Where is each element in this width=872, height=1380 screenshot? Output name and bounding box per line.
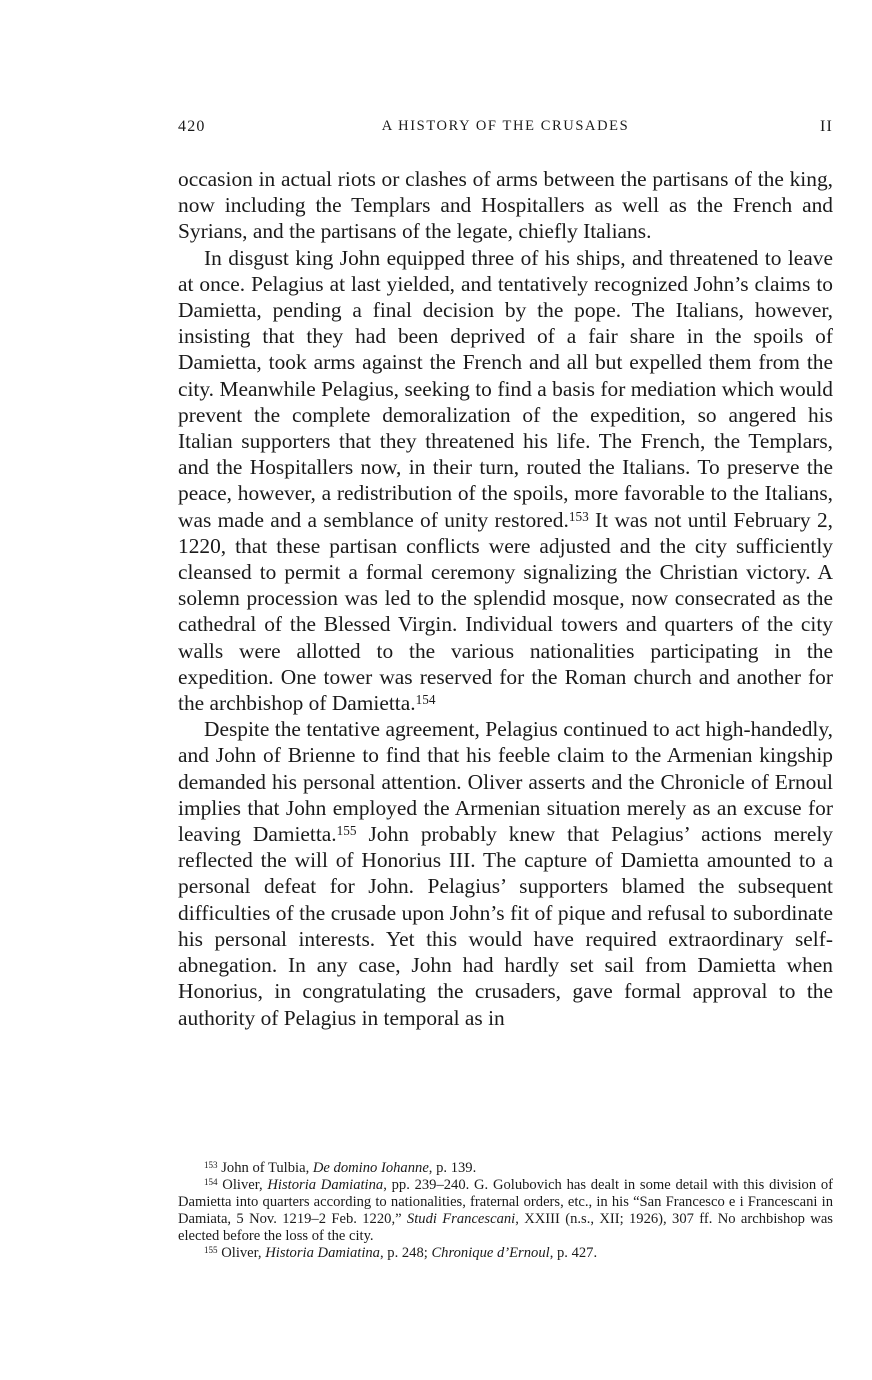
footnote-ref-155[interactable]: 155 [336,823,357,839]
footnote-153 [178,1160,833,1177]
paragraph-3 [178,716,833,1030]
footnote-154 [178,1177,833,1245]
footnote-155-text-b: , p. 248; [379,1245,432,1261]
footnote-153-text-b: , p. 139. [428,1160,477,1176]
footnote-number-154: 154 [204,1176,218,1187]
footnote-155-title-1: Historia Damiatina [265,1245,380,1261]
running-head [178,118,833,142]
footnote-ref-153[interactable]: 153 [568,508,589,524]
footnote-153-text-a: John of Tulbia, [217,1160,313,1176]
footnote-155-text-c: , p. 427. [549,1245,598,1261]
volume-number: II [819,118,833,135]
footnote-154-text-b: , pp. 239–240. G. Golubovich has dealt in some detail with this division of Damietta into quarters according to nationalities, fraternal orders, etc., in his “San Francesco e i Francescani in Damiata, 5 Nov. 1219–2 Feb. 1220,” [178,1177,834,1227]
footnote-155 [178,1245,833,1262]
footnote-155-title-2: Chronique d’Ernoul [431,1245,550,1261]
paragraph-1-text: occasion in actual riots or clashes of arms between the partisans of the king, now including the Templars and Hospitallers as well as the French and Syrians, and the partisans of the legate, chiefly Italians. [178,167,833,244]
body-text [178,166,833,1031]
footnotes [178,1160,833,1262]
footnote-155-text-a: Oliver, [217,1245,266,1261]
paragraph-2-text-b: It was not until February 2, 1220, that these partisan conflicts were adjusted and the city sufficiently cleansed to permit a formal ceremony signalizing the Christian victory. A solemn procession was led to the splendid mosque, now consecrated as the cathedral of the Blessed Virgin. Individual towers and quarters of the city walls were allotted to the various nationalities participating in the expedition. One tower was reserved for the Roman church and another for the archbishop of Damietta. [178,507,833,716]
footnote-ref-154[interactable]: 154 [415,692,436,708]
footnote-number-155: 155 [204,1244,218,1255]
footnote-154-title-1: Historia Damiatina [267,1177,384,1193]
footnote-153-title: De domino Iohanne [312,1160,429,1176]
paragraph-3-text-a: Despite the tentative agreement, Pelagius continued to act high-handedly, and John of Brienne to find that his feeble claim to the Armenian kingship demanded his personal attention. Oliver asserts and the Chronicle of Ernoul implies that John employed the Armenian situation merely as an excuse for leaving Damietta. [178,717,833,847]
paragraph-3-text-b: John probably knew that Pelagius’ actions merely reflected the will of Honorius III. The capture of Damietta amounted to a personal defeat for John. Pelagius’ supporters blamed the subsequent difficulties of the crusade upon John’s fit of pique and refusal to subordinate his personal interests. Yet this would have required extraordinary self-abnegation. In any case, John had hardly set sail from Damietta when Honorius, in congratulating the crusaders, gave formal approval to the authority of Pelagius in temporal as in [178,822,833,1030]
paragraph-2-text-a: In disgust king John equipped three of his ships, and threatened to leave at once. Pelagius at last yielded, and tentatively recognized John’s claims to Damietta, pending a final decision by the pope. The Italians, however, insisting that they had been deprived of a fair share in the spoils of Damietta, took arms against the French and all but expelled them from the city. Meanwhile Pelagius, seeking to find a basis for mediation which would prevent the complete demoralization of the expedition, so angered his Italian supporters that they threatened his life. The French, the Templars, and the Hospitallers now, in their turn, routed the Italians. To preserve the peace, however, a redistribution of the spoils, more favorable to the Italians, was made and a semblance of unity restored. [178,245,833,532]
footnote-number-153: 153 [204,1159,218,1170]
paragraph-2 [178,245,833,717]
running-title: A HISTORY OF THE CRUSADES [381,118,630,134]
footnote-154-title-2: Studi Francescani [406,1211,516,1227]
page-number: 420 [178,118,206,135]
footnote-154-text-a: Oliver, [217,1177,268,1193]
paragraph-1 [178,166,833,245]
footnote-154-text-c: , XXIII (n.s., XII; 1926), 307 ff. No archbishop was elected before the loss of the city. [178,1211,833,1244]
